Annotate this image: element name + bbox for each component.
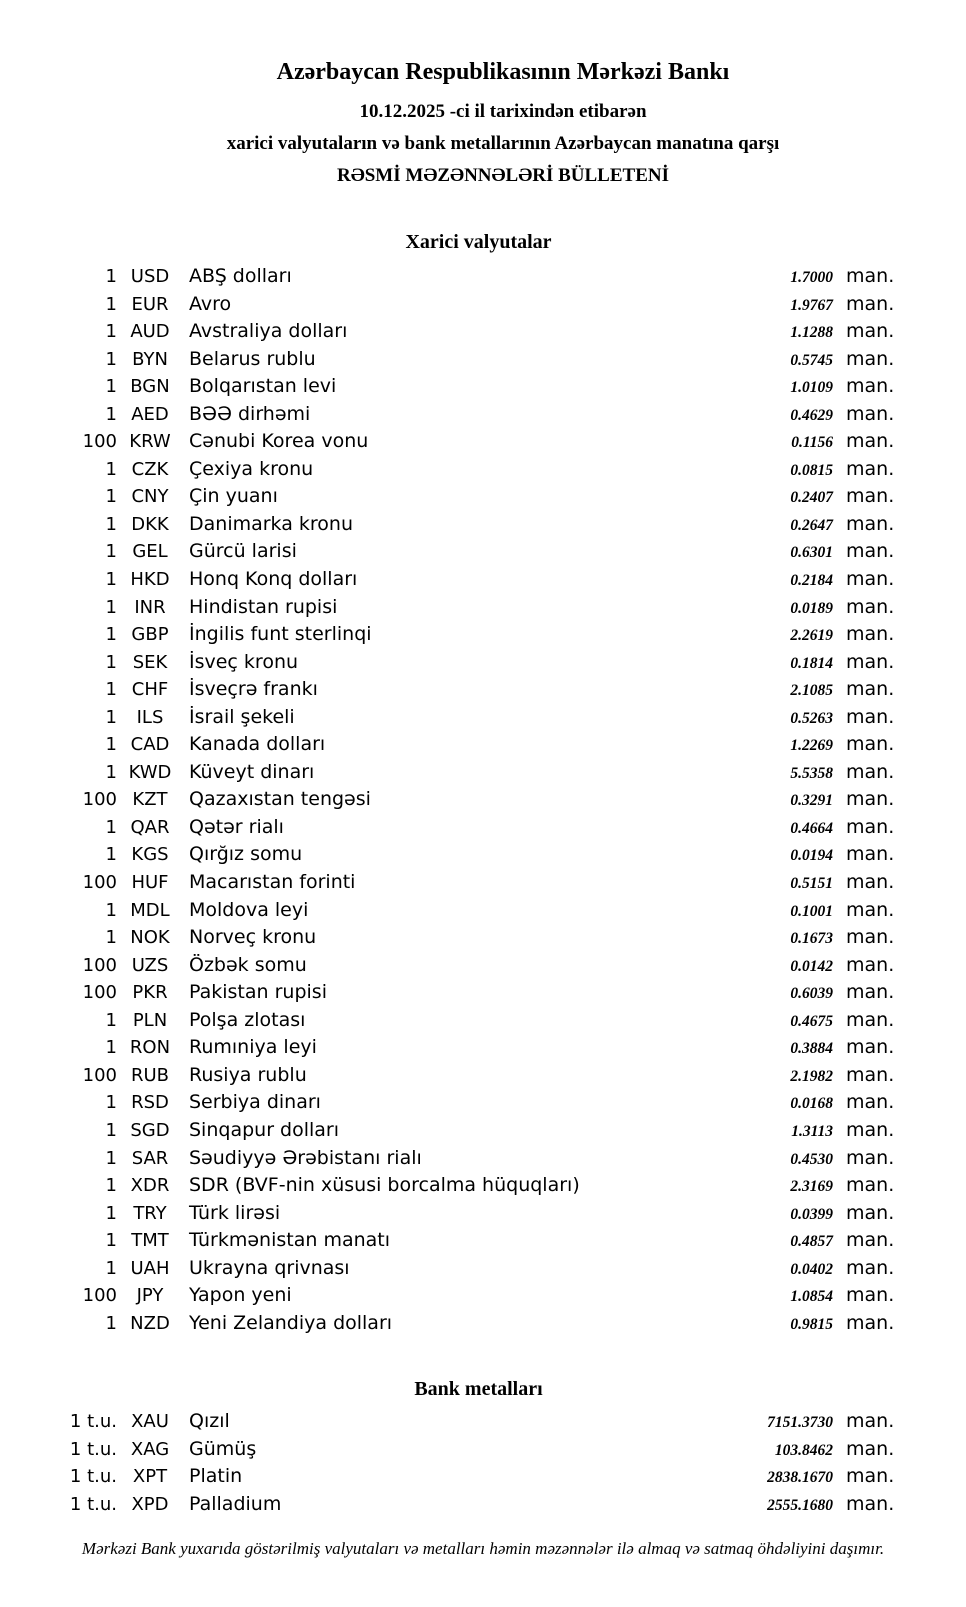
- unit-label: man.: [846, 402, 895, 425]
- currency-code: KRW: [129, 431, 171, 453]
- table-row: [60, 759, 897, 787]
- currency-code: JPY: [136, 1285, 164, 1307]
- unit-label: man.: [846, 623, 895, 646]
- currency-code: KGS: [131, 844, 169, 866]
- currency-code: KZT: [132, 789, 168, 811]
- currency-code: XPT: [132, 1466, 168, 1488]
- table-row: [60, 428, 897, 456]
- currency-code: AUD: [130, 321, 170, 343]
- currency-name: Qətər rialı: [189, 815, 284, 838]
- currency-code: XAG: [130, 1438, 170, 1460]
- table-row: [60, 814, 897, 842]
- table-row: [60, 566, 897, 594]
- table-row: [60, 621, 897, 649]
- currency-name: ABŞ dolları: [189, 265, 292, 287]
- table-row: [60, 1491, 897, 1519]
- rate-value: 2838.1670: [767, 1469, 833, 1487]
- table-row: [60, 731, 897, 759]
- currency-name: Honq Konq dolları: [189, 568, 358, 591]
- currency-code: NZD: [130, 1312, 170, 1334]
- currency-name: Özbək somu: [189, 953, 307, 976]
- row-nominal: 1: [105, 321, 117, 343]
- currency-code: BYN: [132, 348, 168, 370]
- row-nominal: 1: [105, 679, 117, 701]
- unit-label: man.: [846, 733, 895, 756]
- currency-code: XDR: [130, 1175, 170, 1197]
- currency-name: Pakistan rupisi: [189, 981, 327, 1004]
- unit-label: man.: [846, 512, 895, 535]
- currency-name: Yeni Zelandiya dolları: [189, 1311, 393, 1334]
- unit-label: man.: [846, 760, 895, 783]
- currency-name: Çexiya kronu: [189, 457, 314, 480]
- currency-code: EUR: [131, 293, 169, 315]
- row-nominal: 1: [105, 761, 117, 783]
- rate-value: 0.0402: [790, 1260, 833, 1278]
- currency-code: HKD: [130, 569, 170, 591]
- currency-code: TMT: [131, 1230, 169, 1252]
- currency-name: Gürcü larisi: [189, 540, 297, 563]
- row-nominal: 1: [105, 1147, 117, 1169]
- unit-label: man.: [846, 1146, 895, 1169]
- table-row: [60, 456, 897, 484]
- bank-title: Azərbaycan Respublikasının Mərkəzi Bankı: [276, 59, 730, 85]
- rate-value: 0.9815: [790, 1315, 833, 1333]
- unit-label: man.: [846, 320, 895, 343]
- unit-label: man.: [846, 1008, 895, 1031]
- currency-name: Serbiya dinarı: [189, 1091, 321, 1114]
- row-nominal: 100: [82, 872, 117, 894]
- currency-name: Cənubi Korea vonu: [189, 430, 369, 453]
- row-nominal: 1: [105, 348, 117, 370]
- currency-name: Ukrayna qrivnası: [189, 1256, 350, 1279]
- currency-code: TRY: [133, 1202, 167, 1224]
- rate-value: 0.1673: [790, 930, 833, 948]
- rate-value: 0.0194: [790, 847, 833, 865]
- currency-code: SAR: [131, 1147, 169, 1169]
- currency-name: Çin yuanı: [189, 485, 278, 508]
- currency-code: RUB: [130, 1064, 170, 1086]
- table-row: [60, 538, 897, 566]
- table-row: [60, 483, 897, 511]
- currency-code: BGN: [130, 376, 170, 398]
- currency-name: İsrail şekeli: [189, 705, 295, 728]
- unit-label: man.: [846, 292, 895, 315]
- rate-value: 0.0189: [790, 599, 833, 617]
- table-row: [60, 1117, 897, 1145]
- rate-value: 0.5263: [790, 709, 833, 727]
- row-nominal: 1: [105, 513, 117, 535]
- row-nominal: 1: [105, 1257, 117, 1279]
- unit-label: man.: [846, 1174, 895, 1197]
- table-row: [60, 704, 897, 732]
- rate-value: 2555.1680: [767, 1496, 833, 1514]
- unit-label: man.: [846, 485, 895, 508]
- currencies-section-title: Xarici valyutalar: [405, 231, 552, 253]
- currency-name: Palladium: [189, 1492, 282, 1515]
- rate-value: 0.0142: [790, 957, 833, 975]
- table-row: [60, 263, 897, 291]
- rate-value: 0.1814: [790, 654, 833, 672]
- row-nominal: 1: [105, 293, 117, 315]
- table-row: [60, 979, 897, 1007]
- unit-label: man.: [846, 457, 895, 480]
- currency-name: İsveçrə frankı: [189, 678, 318, 701]
- row-nominal: 1: [105, 844, 117, 866]
- row-nominal: 1: [105, 541, 117, 563]
- rate-value: 0.1001: [790, 902, 833, 920]
- unit-label: man.: [846, 1465, 895, 1488]
- currency-name: Platin: [189, 1465, 243, 1488]
- row-nominal: 100: [82, 1064, 117, 1086]
- currency-name: Qırğız somu: [189, 843, 303, 866]
- row-nominal: 1 t.u.: [69, 1411, 117, 1433]
- rate-value: 5.5358: [790, 764, 833, 782]
- currency-name: İngilis funt sterlinqi: [189, 623, 372, 646]
- rate-value: 0.4675: [790, 1012, 833, 1030]
- currency-name: Kanada dolları: [189, 733, 326, 756]
- currency-name: Macarıstan forinti: [189, 871, 356, 894]
- row-nominal: 100: [82, 431, 117, 453]
- currency-code: UAH: [130, 1257, 170, 1279]
- row-nominal: 1: [105, 651, 117, 673]
- row-nominal: 1 t.u.: [69, 1438, 117, 1460]
- rate-value: 0.4664: [790, 819, 833, 837]
- table-row: [60, 291, 897, 319]
- bulletin-content: [0, 230, 966, 1519]
- rate-value: 0.4530: [790, 1150, 833, 1168]
- unit-label: man.: [846, 347, 895, 370]
- row-nominal: 100: [82, 789, 117, 811]
- metals-section-title: Bank metalları: [414, 1378, 543, 1401]
- currency-code: ILS: [136, 706, 164, 728]
- row-nominal: 1: [105, 706, 117, 728]
- table-row: [60, 401, 897, 429]
- row-nominal: 1: [105, 569, 117, 591]
- rate-value: 1.2269: [790, 737, 833, 755]
- currency-code: CNY: [131, 486, 169, 508]
- rate-value: 0.5151: [790, 875, 833, 893]
- rate-value: 0.2647: [790, 516, 833, 534]
- row-nominal: 1: [105, 1092, 117, 1114]
- row-nominal: 1: [105, 624, 117, 646]
- row-nominal: 100: [82, 982, 117, 1004]
- currency-name: Qazaxıstan tengəsi: [189, 788, 371, 811]
- row-nominal: 1: [105, 266, 117, 287]
- table-row: [60, 897, 897, 925]
- unit-label: man.: [846, 981, 895, 1004]
- currency-name: Avro: [189, 292, 232, 315]
- row-nominal: 1: [105, 376, 117, 398]
- currency-name: Türk lirəsi: [189, 1201, 281, 1224]
- rate-value: 1.1288: [790, 324, 833, 342]
- row-nominal: 1: [105, 403, 117, 425]
- rate-value: 0.2184: [790, 572, 833, 590]
- rate-value: 2.3169: [790, 1178, 833, 1196]
- table-row: [60, 1436, 897, 1464]
- rate-value: 0.5745: [790, 351, 833, 369]
- currency-name: Qızıl: [189, 1410, 230, 1433]
- currency-name: Polşa zlotası: [189, 1008, 306, 1031]
- table-row: [60, 594, 897, 622]
- unit-label: man.: [846, 843, 895, 866]
- unit-label: man.: [846, 1201, 895, 1224]
- row-nominal: 1: [105, 486, 117, 508]
- unit-label: man.: [846, 1311, 895, 1334]
- table-row: [60, 1172, 897, 1200]
- unit-label: man.: [846, 1063, 895, 1086]
- table-row: [60, 1255, 897, 1283]
- row-nominal: 1: [105, 1202, 117, 1224]
- rate-value: 1.0854: [790, 1288, 833, 1306]
- currency-code: SGD: [130, 1119, 170, 1141]
- rate-value: 7151.3730: [767, 1414, 833, 1432]
- currencies-table: [60, 263, 897, 1337]
- currency-name: Norveç kronu: [189, 926, 317, 949]
- unit-label: man.: [846, 705, 895, 728]
- unit-label: man.: [846, 1284, 895, 1307]
- rate-value: 0.4857: [790, 1233, 833, 1251]
- unit-label: man.: [846, 1036, 895, 1059]
- table-row: [60, 373, 897, 401]
- doc-subtitle: xarici valyutaların və bank metallarının Azərbaycan manatına qarşı: [226, 133, 780, 154]
- table-row: [60, 346, 897, 374]
- unit-label: man.: [846, 898, 895, 921]
- row-nominal: 100: [82, 954, 117, 976]
- currency-name: SDR (BVF-nin xüsusi borcalma hüquqları): [189, 1174, 580, 1197]
- unit-label: man.: [846, 1256, 895, 1279]
- row-nominal: 1: [105, 1312, 117, 1334]
- currency-code: KWD: [128, 761, 172, 783]
- currency-name: İsveç kronu: [189, 650, 299, 673]
- currency-code: HUF: [131, 872, 169, 894]
- table-row: [60, 1145, 897, 1173]
- currency-name: Yapon yeni: [189, 1284, 292, 1307]
- bulletin-title: RƏSMİ MƏZƏNNƏLƏRİ BÜLLETENİ: [336, 165, 669, 186]
- currency-name: Avstraliya dolları: [189, 320, 348, 343]
- currency-name: Sinqapur dolları: [189, 1118, 340, 1141]
- currency-code: GBP: [131, 624, 169, 646]
- table-row: [60, 649, 897, 677]
- row-nominal: 1: [105, 899, 117, 921]
- unit-label: man.: [846, 650, 895, 673]
- currency-code: NOK: [130, 927, 170, 949]
- unit-label: man.: [846, 540, 895, 563]
- metals-table: [60, 1408, 897, 1518]
- row-nominal: 1: [105, 1009, 117, 1031]
- rate-value: 0.6039: [790, 985, 833, 1003]
- table-row: [60, 676, 897, 704]
- table-row: [60, 786, 897, 814]
- unit-label: man.: [846, 815, 895, 838]
- currency-code: USD: [130, 266, 170, 287]
- unit-label: man.: [846, 1410, 895, 1433]
- unit-label: man.: [846, 678, 895, 701]
- table-row: [60, 1007, 897, 1035]
- currency-name: Danimarka kronu: [189, 512, 354, 535]
- rate-value: 2.1085: [790, 682, 833, 700]
- table-row: [60, 869, 897, 897]
- row-nominal: 1: [105, 927, 117, 949]
- table-row: [60, 952, 897, 980]
- currency-code: CZK: [131, 458, 169, 480]
- table-row: [60, 1034, 897, 1062]
- rate-value: 2.2619: [790, 627, 833, 645]
- rate-value: 103.8462: [774, 1441, 833, 1459]
- currency-name: Küveyt dinarı: [189, 760, 315, 783]
- unit-label: man.: [846, 1437, 895, 1460]
- row-nominal: 1 t.u.: [69, 1466, 117, 1488]
- table-row: [60, 318, 897, 346]
- unit-label: man.: [846, 788, 895, 811]
- currency-name: BƏƏ dirhəmi: [189, 402, 311, 425]
- table-row: [60, 1200, 897, 1228]
- row-nominal: 1 t.u.: [69, 1493, 117, 1515]
- currency-name: Rusiya rublu: [189, 1063, 307, 1086]
- currency-code: RON: [129, 1037, 171, 1059]
- rate-value: 2.1982: [790, 1067, 833, 1085]
- rate-value: 0.3884: [790, 1040, 833, 1058]
- unit-label: man.: [846, 265, 895, 287]
- currency-name: Səudiyyə Ərəbistanı rialı: [189, 1146, 422, 1169]
- rate-value: 0.2407: [790, 489, 833, 507]
- rate-value: 0.1156: [791, 434, 833, 452]
- unit-label: man.: [846, 375, 895, 398]
- unit-label: man.: [846, 1492, 895, 1515]
- unit-label: man.: [846, 430, 895, 453]
- rate-value: 1.7000: [790, 269, 833, 286]
- currency-code: PLN: [132, 1009, 168, 1031]
- rate-value: 0.4629: [790, 406, 833, 424]
- currency-code: DKK: [131, 513, 169, 535]
- currency-name: Gümüş: [189, 1437, 257, 1460]
- table-row: [60, 924, 897, 952]
- row-nominal: 1: [105, 1119, 117, 1141]
- unit-label: man.: [846, 1118, 895, 1141]
- bulletin-header: [0, 0, 966, 188]
- effective-date: 10.12.2025 -ci il tarixindən etibarən: [359, 101, 647, 122]
- unit-label: man.: [846, 926, 895, 949]
- table-row: [60, 511, 897, 539]
- unit-label: man.: [846, 1229, 895, 1252]
- rate-value: 0.0399: [790, 1205, 833, 1223]
- row-nominal: 1: [105, 816, 117, 838]
- table-row: [60, 1282, 897, 1310]
- disclaimer-note: Mərkəzi Bank yuxarıda göstərilmiş valyutaları və metalları həmin məzənnələr ilə almaq və satmaq öhdəliyini daşımır.: [81, 1539, 885, 1558]
- currency-code: INR: [134, 596, 166, 618]
- currency-code: GEL: [132, 541, 168, 563]
- currency-code: UZS: [131, 954, 169, 976]
- currency-name: Bolqarıstan levi: [189, 375, 337, 398]
- table-row: [60, 1062, 897, 1090]
- currency-name: Belarus rublu: [189, 347, 316, 370]
- rate-value: 0.3291: [790, 792, 833, 810]
- unit-label: man.: [846, 1091, 895, 1114]
- table-row: [60, 1227, 897, 1255]
- table-row: [60, 1310, 897, 1338]
- rate-value: 1.9767: [790, 296, 833, 314]
- rate-value: 0.6301: [790, 544, 833, 562]
- table-row: [60, 841, 897, 869]
- currency-name: Hindistan rupisi: [189, 595, 338, 618]
- currency-code: XAU: [131, 1411, 169, 1433]
- rate-value: 0.0168: [790, 1095, 833, 1113]
- unit-label: man.: [846, 871, 895, 894]
- currency-code: XPD: [131, 1493, 169, 1515]
- row-nominal: 1: [105, 1175, 117, 1197]
- currency-code: RSD: [131, 1092, 169, 1114]
- row-nominal: 1: [105, 596, 117, 618]
- currency-name: Türkmənistan manatı: [189, 1229, 391, 1252]
- currency-code: MDL: [130, 899, 170, 921]
- table-row: [60, 1463, 897, 1491]
- currency-code: AED: [131, 403, 169, 425]
- row-nominal: 1: [105, 1230, 117, 1252]
- currency-code: QAR: [130, 816, 170, 838]
- unit-label: man.: [846, 953, 895, 976]
- currency-code: PKR: [132, 982, 168, 1004]
- rate-value: 0.0815: [790, 461, 833, 479]
- currency-code: CAD: [130, 734, 170, 756]
- row-nominal: 100: [82, 1285, 117, 1307]
- unit-label: man.: [846, 595, 895, 618]
- table-row: [60, 1089, 897, 1117]
- row-nominal: 1: [105, 458, 117, 480]
- rate-value: 1.0109: [790, 379, 833, 397]
- currency-name: Moldova leyi: [189, 898, 309, 921]
- currency-name: Rumıniya leyi: [189, 1036, 317, 1059]
- row-nominal: 1: [105, 734, 117, 756]
- rate-value: 1.3113: [791, 1122, 833, 1140]
- unit-label: man.: [846, 568, 895, 591]
- table-row: [60, 1408, 897, 1436]
- row-nominal: 1: [105, 1037, 117, 1059]
- currency-code: CHF: [131, 679, 169, 701]
- currency-code: SEK: [132, 651, 168, 673]
